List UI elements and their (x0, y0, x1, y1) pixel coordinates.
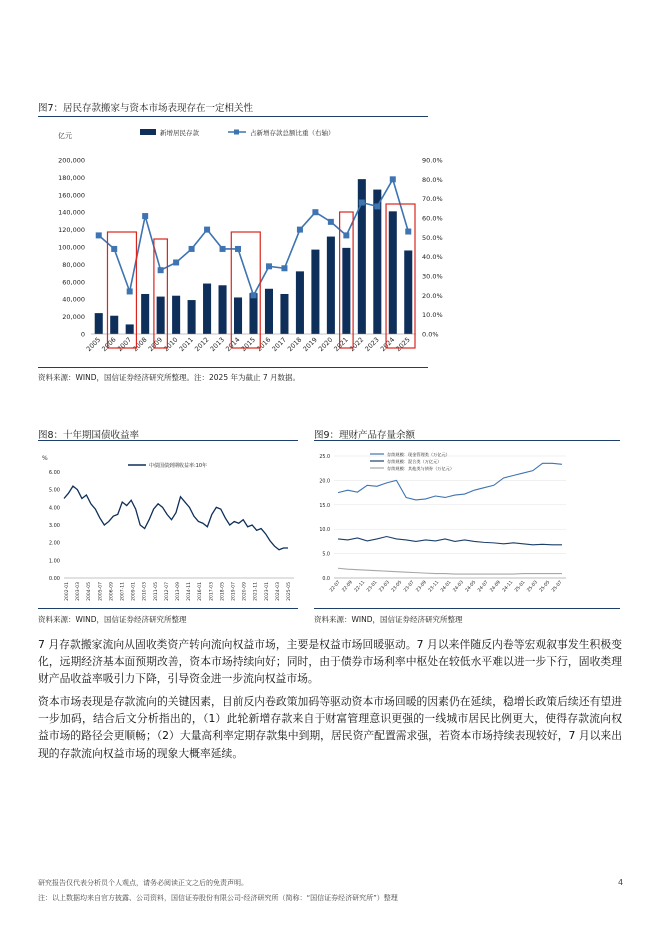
fig9-y-tick-label: 15.0 (319, 503, 330, 509)
fig7-source: 资料来源：WIND，国信证券经济研究所整理。注：2025 年为截止 7 月数据。 (38, 373, 301, 382)
fig7-bar-2005 (95, 313, 103, 334)
fig8-x-tick-label: 2006-09 (109, 582, 115, 601)
fig7-bar-2018 (296, 271, 304, 334)
footer-disclaimer: 研究报告仅代表分析员个人观点，请务必阅读正文之后的免责声明。 (38, 879, 248, 887)
fig8-chart (38, 444, 298, 604)
fig8-x-tick-label: 2010-03 (142, 582, 148, 601)
fig9-x-tick-label: 25-03 (526, 580, 539, 594)
fig7-y-left-tick-label: 100,000 (58, 243, 85, 252)
fig9-x-tick-label: 24-03 (452, 580, 465, 594)
fig7-y-left-tick-label: 160,000 (58, 191, 85, 200)
fig8-y-tick-label: 2.00 (48, 540, 60, 547)
fig7-y-left-tick-label: 140,000 (58, 208, 85, 217)
fig7-bar-2015 (249, 293, 257, 334)
footer-note: 注：以上数据均来自官方披露、公司资料，国信证券股份有限公司-经济研究所（简称：“国信证券经济研究所”）整理 (38, 894, 398, 902)
fig9-source: 资料来源：WIND，国信证券经济研究所整理 (314, 615, 463, 624)
fig9-x-tick-label: 25-01 (514, 580, 527, 594)
fig7-share-point-2021 (343, 232, 349, 238)
page-number: 4 (618, 878, 624, 887)
fig7-bar-2020 (327, 237, 335, 334)
fig8-x-tick-label: 2014-11 (187, 582, 193, 601)
fig7-share-point-2020 (328, 219, 334, 225)
fig9-y-tick-label: 20.0 (319, 479, 330, 485)
fig7-share-point-2010 (173, 259, 179, 265)
fig9-legend-label-1: 存续规模：混合类（万亿元） (387, 459, 442, 464)
fig7-legend-bar-label: 新增居民存款 (160, 129, 199, 137)
fig7-share-point-2009 (158, 267, 164, 273)
fig9-x-tick-label: 23-03 (378, 580, 391, 594)
fig7-share-point-2018 (297, 227, 303, 233)
fig7-y-left-tick-label: 80,000 (62, 260, 85, 269)
fig7-x-tick-label: 2024 (378, 335, 397, 354)
fig8-x-tick-label: 2012-07 (164, 582, 170, 601)
fig9-chart (314, 444, 620, 604)
fig7-bottom-rule (38, 367, 428, 368)
fig8-x-tick-label: 2021-11 (253, 582, 259, 601)
fig8-x-tick-label: 2011-05 (153, 582, 159, 601)
fig7-bar-2009 (157, 297, 165, 334)
fig7-bar-2013 (219, 285, 227, 334)
fig9-x-tick-label: 24-09 (489, 580, 502, 594)
fig7-bar-2010 (172, 296, 180, 334)
fig7-y-left-tick-label: 120,000 (58, 226, 85, 235)
fig7-share-point-2016 (266, 263, 272, 269)
fig9-x-tick-label: 24-05 (464, 580, 478, 594)
fig7-x-tick-label: 2012 (193, 335, 211, 354)
fig7-y-right-tick-label: 0.0% (422, 330, 439, 339)
body-paragraph-2: 资本市场表现是存款流向的关键因素，目前反内卷政策加码等驱动资本市场回暖的因素仍在延续，稳增长政策后续还有望进一步加码，结合后文分析指出的，（1）此轮新增存款来自于财富管理意识更强的一线城市居民比例更大，使得存款流向权益市场的路径会更顺畅；（2）大量高利率定期存款集中到期，居民资产配置需求强，若资本市场持续表现较好，7 月以来出现的存款流向权益市场的现象大概率延续。 (38, 695, 623, 760)
fig7-bar-2006 (110, 316, 118, 334)
fig7-legend-line-marker (234, 130, 239, 135)
fig9-x-tick-label: 24-01 (440, 580, 453, 594)
fig9-x-tick-label: 25-07 (551, 580, 564, 594)
fig7-x-tick-label: 2025 (394, 335, 412, 354)
fig8-x-tick-label: 2013-09 (176, 582, 181, 601)
fig7-y-left-tick-label: 180,000 (58, 173, 85, 182)
fig8-x-tick-label: 2005-07 (98, 582, 104, 601)
fig8-title-rule (38, 440, 298, 441)
fig8-y-tick-label: 5.00 (48, 487, 60, 494)
fig7-share-point-2022 (359, 200, 365, 206)
fig7-x-tick-label: 2006 (100, 335, 118, 354)
fig7-unit-label: 亿元 (58, 132, 72, 140)
fig9-y-tick-label: 10.0 (319, 528, 330, 534)
fig7-y-right-tick-label: 90.0% (422, 156, 443, 165)
fig7-y-left-tick-label: 20,000 (62, 313, 85, 322)
fig7-legend-line-label: 占新增存款总额比重（右轴） (250, 129, 335, 137)
fig8-legend-label: 中债国债到期收益率:10年 (149, 463, 208, 469)
fig8-title: 图8：十年期国债收益率 (38, 430, 140, 441)
fig7-share-point-2011 (189, 246, 195, 252)
fig9-series-line-1 (338, 537, 562, 545)
fig7-x-tick-label: 2017 (270, 335, 288, 354)
fig7-share-point-2017 (281, 265, 287, 271)
fig7-bar-2023 (373, 190, 381, 334)
fig9-x-tick-label: 24-11 (501, 580, 515, 594)
fig7-y-right-tick-label: 10.0% (422, 311, 443, 320)
fig7-x-tick-label: 2019 (301, 335, 319, 354)
fig7-share-point-2024 (390, 176, 396, 182)
fig7-title: 图7：居民存款搬家与资本市场表现存在一定相关性 (38, 103, 254, 114)
fig7-share-point-2008 (142, 213, 148, 219)
fig7-x-tick-label: 2020 (316, 335, 335, 354)
fig8-bottom-rule (38, 608, 298, 609)
fig7-legend-bar-swatch (140, 129, 156, 135)
fig7-y-right-tick-label: 50.0% (422, 233, 443, 242)
fig7-y-left-tick-label: 40,000 (62, 295, 85, 304)
fig9-title: 图9：理财产品存量余额 (314, 430, 416, 441)
fig7-x-tick-label: 2011 (177, 335, 196, 354)
fig8-x-tick-label: 2020-09 (242, 582, 248, 601)
fig8-x-tick-label: 2017-03 (209, 582, 215, 601)
fig8-y-tick-label: 3.00 (48, 523, 60, 529)
fig8-x-tick-label: 2007-11 (120, 582, 126, 601)
fig9-x-tick-label: 23-09 (415, 580, 428, 594)
fig7-chart (38, 118, 443, 366)
fig7-bar-2019 (311, 250, 319, 334)
fig7-bar-2008 (141, 294, 149, 334)
fig8-x-tick-label: 2018-05 (220, 582, 226, 601)
fig7-y-left-tick-label: 60,000 (62, 278, 85, 287)
fig7-bar-2014 (234, 297, 242, 334)
fig7-bar-2011 (188, 300, 196, 334)
fig7-share-point-2015 (251, 292, 257, 298)
fig7-bar-2007 (126, 324, 134, 334)
fig9-y-tick-label: 5.0 (322, 552, 330, 558)
fig9-x-tick-label: 23-05 (390, 580, 404, 594)
fig8-x-tick-label: 2024-03 (275, 582, 281, 601)
fig7-x-tick-label: 2016 (255, 335, 273, 354)
fig7-bar-2021 (342, 248, 350, 334)
fig9-x-tick-label: 22-07 (329, 580, 342, 594)
fig7-x-tick-label: 2010 (162, 335, 180, 354)
fig7-x-tick-label: 2005 (84, 335, 103, 354)
fig9-x-tick-label: 25-05 (538, 580, 552, 594)
fig7-share-point-2007 (127, 288, 133, 294)
fig8-y-tick-label: 0.00 (48, 576, 60, 582)
fig7-y-right-tick-label: 30.0% (422, 272, 443, 281)
fig7-share-point-2013 (220, 246, 226, 252)
fig7-x-tick-label: 2018 (285, 335, 304, 354)
fig9-x-tick-label: 24-07 (477, 580, 490, 594)
fig7-y-right-tick-label: 60.0% (422, 214, 443, 223)
fig7-x-tick-label: 2022 (347, 335, 366, 354)
fig8-y-tick-label: 4.00 (48, 505, 60, 512)
fig9-bottom-rule (314, 608, 620, 609)
body-paragraph-1: 7 月存款搬家流向从固收类资产转向流向权益市场，主要是权益市场回暖驱动。7 月以来伴随反内卷等宏观叙事发生积极变化，远期经济基本面预期改善，资本市场持续向好；同时，由于债券市场利率中枢处在较低水平难以进一步下行，固收类理财产品收益率吸引力下降，引导资金进一步流向权益市场。 (38, 638, 622, 686)
fig7-share-point-2005 (96, 232, 102, 238)
fig7-x-tick-label: 2023 (363, 335, 381, 354)
fig9-y-tick-label: 25.0 (319, 455, 330, 460)
fig7-title-rule (38, 116, 428, 117)
fig8-x-tick-label: 2002-01 (65, 582, 70, 601)
fig9-legend-label-2: 存续规模：其他类与债券（万亿元） (387, 466, 455, 471)
fig7-y-right-tick-label: 20.0% (422, 291, 443, 300)
fig7-bar-2024 (389, 211, 397, 334)
fig8-x-tick-label: 2019-07 (231, 582, 237, 601)
fig7-x-tick-label: 2021 (332, 335, 350, 354)
fig9-y-tick-label: 0.0 (322, 577, 330, 582)
fig8-x-tick-label: 2003-03 (76, 582, 82, 601)
fig9-series-line-2 (338, 568, 562, 574)
fig7-share-point-2019 (312, 209, 318, 215)
fig9-x-tick-label: 22-09 (341, 580, 354, 594)
fig8-yield-line (64, 486, 288, 550)
fig9-x-tick-label: 23-01 (366, 580, 379, 594)
fig7-y-right-tick-label: 70.0% (422, 195, 443, 204)
fig8-x-tick-label: 2025-05 (287, 582, 292, 601)
fig8-x-tick-label: 2004-05 (87, 582, 93, 601)
fig7-x-tick-label: 2008 (131, 335, 149, 354)
fig9-title-rule (314, 440, 620, 441)
fig7-y-right-tick-label: 40.0% (422, 253, 443, 262)
fig8-unit-label: % (42, 455, 48, 462)
fig7-share-point-2012 (204, 227, 210, 233)
fig7-share-point-2014 (235, 246, 241, 252)
fig8-x-tick-label: 2016-01 (198, 582, 204, 601)
fig7-share-point-2023 (374, 203, 380, 209)
fig8-x-tick-label: 2023-01 (264, 582, 270, 601)
fig8-source: 资料来源：WIND，国信证券经济研究所整理 (38, 615, 187, 624)
fig7-y-right-tick-label: 80.0% (422, 175, 443, 184)
fig9-x-tick-label: 23-07 (403, 580, 416, 594)
fig9-x-tick-label: 23-11 (427, 580, 441, 594)
fig7-x-tick-label: 2014 (224, 335, 242, 354)
fig7-x-tick-label: 2007 (115, 335, 134, 354)
fig8-x-tick-label: 2009-01 (131, 582, 137, 601)
fig8-y-tick-label: 6.00 (48, 470, 60, 476)
fig9-x-tick-label: 22-11 (353, 580, 367, 594)
fig9-legend-label-0: 存续规模：现金管理类（万亿元） (387, 452, 450, 457)
fig7-share-point-2006 (111, 246, 117, 252)
fig7-x-tick-label: 2013 (208, 335, 226, 354)
fig7-y-left-tick-label: 200,000 (58, 156, 85, 165)
fig7-bar-2025 (404, 250, 412, 334)
fig7-bar-2017 (280, 294, 288, 334)
fig7-x-tick-label: 2009 (146, 335, 165, 354)
fig7-x-tick-label: 2015 (239, 335, 257, 354)
fig7-bar-2012 (203, 284, 211, 334)
fig8-y-tick-label: 1.00 (48, 558, 60, 565)
fig7-y-left-tick-label: 0 (80, 330, 85, 339)
fig7-share-point-2025 (405, 229, 411, 235)
fig7-bar-2016 (265, 289, 273, 334)
